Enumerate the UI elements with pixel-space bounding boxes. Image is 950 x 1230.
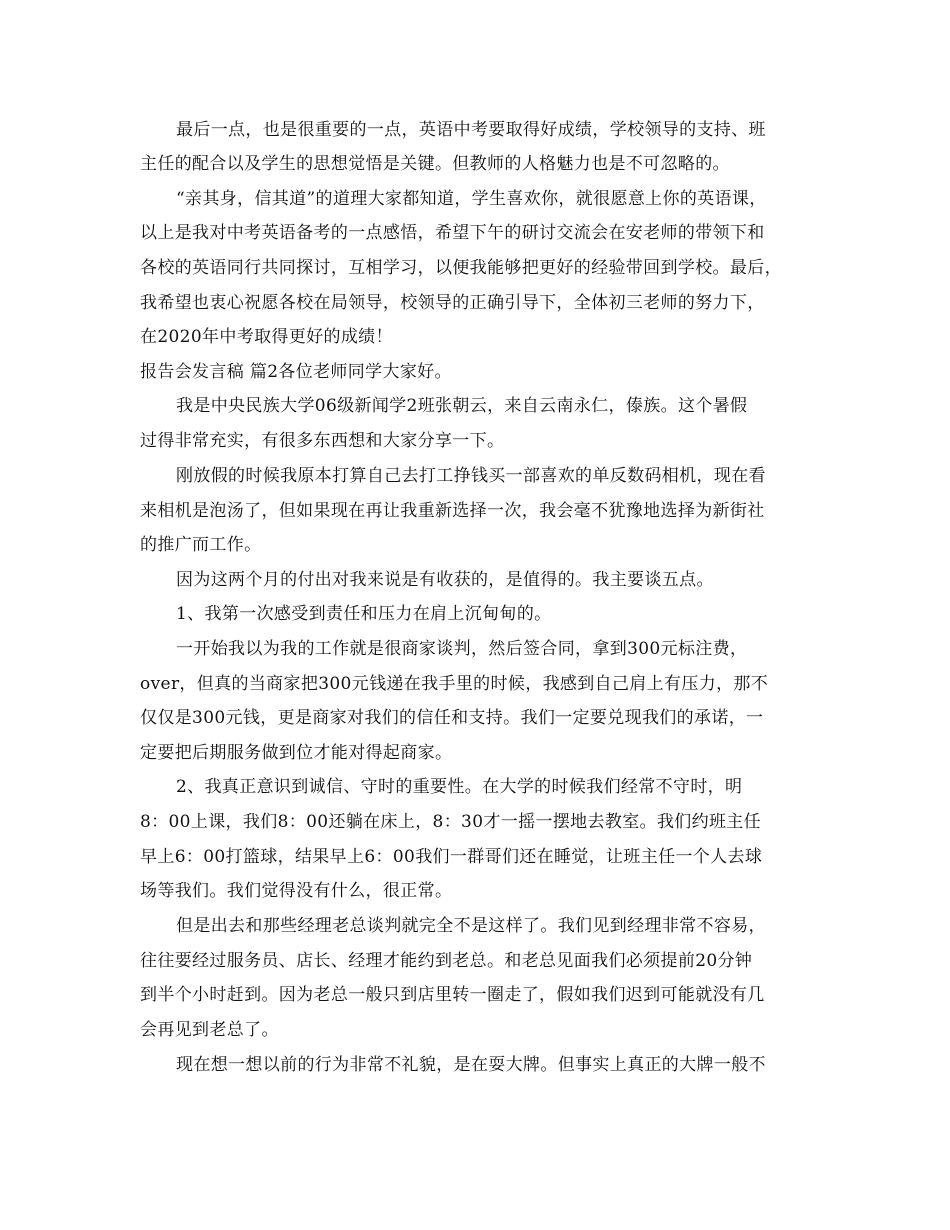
paragraph-line: 8：00上课，我们8：00还躺在床上，8：30才一摇一摆地去教室。我们约班主任 [140,812,761,832]
paragraph-line: 的推广而工作。 [140,535,262,555]
paragraph-line: 现在想一想以前的行为非常不礼貌，是在耍大牌。但事实上真正的大牌一般不 [176,1055,766,1075]
paragraph-line: 一开始我以为我的工作就是很商家谈判，然后签合同，拿到300元标注费， [176,639,748,659]
paragraph-line: 但是出去和那些经理老总谈判就完全不是这样了。我们见到经理非常不容易， [176,916,766,936]
paragraph-line: 早上6：00打篮球，结果早上6：00我们一群哥们还在睡觉，让班主任一个人去球 [140,847,763,867]
paragraph-line: 以上是我对中考英语备考的一点感悟，希望下午的研讨交流会在安老师的带领下和 [140,223,765,243]
paragraph-line: 来相机是泡汤了，但如果现在再让我重新选择一次，我会毫不犹豫地选择为新街社 [140,501,765,521]
paragraph-line: 刚放假的时候我原本打算自己去打工挣钱买一部喜欢的单反数码相机，现在看 [176,466,766,486]
paragraph-line: 在2020年中考取得更好的成绩！ [140,327,393,347]
list-item: 1、我第一次感受到责任和压力在肩上沉甸甸的。 [176,604,552,624]
paragraph-line: over，但真的当商家把300元钱递在我手里的时候，我感到自己肩上有压力，那不 [140,674,769,694]
paragraph-line: 我希望也衷心祝愿各校在局领导，校领导的正确引导下，全体初三老师的努力下， [140,293,765,313]
paragraph-line: 我是中央民族大学06级新闻学2班张朝云，来自云南永仁，傣族。这个暑假 [176,396,748,416]
paragraph-line: 到半个小时赶到。因为老总一般只到店里转一圈走了，假如我们迟到可能就没有几 [140,985,765,1005]
paragraph-line: 仅仅是300元钱，更是商家对我们的信任和支持。我们一定要兑现我们的承诺，一 [140,708,764,728]
paragraph-line: “亲其身，信其道”的道理大家都知道，学生喜欢你，就很愿意上你的英语课， [176,189,767,209]
paragraph-line: 定要把后期服务做到位才能对得起商家。 [140,743,453,763]
section-heading: 报告会发言稿 篇2各位老师同学大家好。 [140,362,452,382]
paragraph-line: 各校的英语同行共同探讨，互相学习，以便我能够把更好的经验带回到学校。最后， [140,258,782,278]
paragraph-line: 往往要经过服务员、店长、经理才能约到老总。和老总见面我们必须提前20分钟 [140,951,753,971]
list-item: 2、我真正意识到诚信、守时的重要性。在大学的时候我们经常不守时，明 [176,777,743,797]
paragraph-line: 最后一点，也是很重要的一点，英语中考要取得好成绩，学校领导的支持、班 [176,120,766,140]
paragraph-line: 场等我们。我们觉得没有什么，很正常。 [140,881,453,901]
paragraph-line: 因为这两个月的付出对我来说是有收获的，是值得的。我主要谈五点。 [176,570,714,590]
paragraph-line: 会再见到老总了。 [140,1020,279,1040]
paragraph-line: 主任的配合以及学生的思想觉悟是关键。但教师的人格魅力也是不可忽略的。 [140,154,730,174]
paragraph-line: 过得非常充实，有很多东西想和大家分享一下。 [140,431,505,451]
